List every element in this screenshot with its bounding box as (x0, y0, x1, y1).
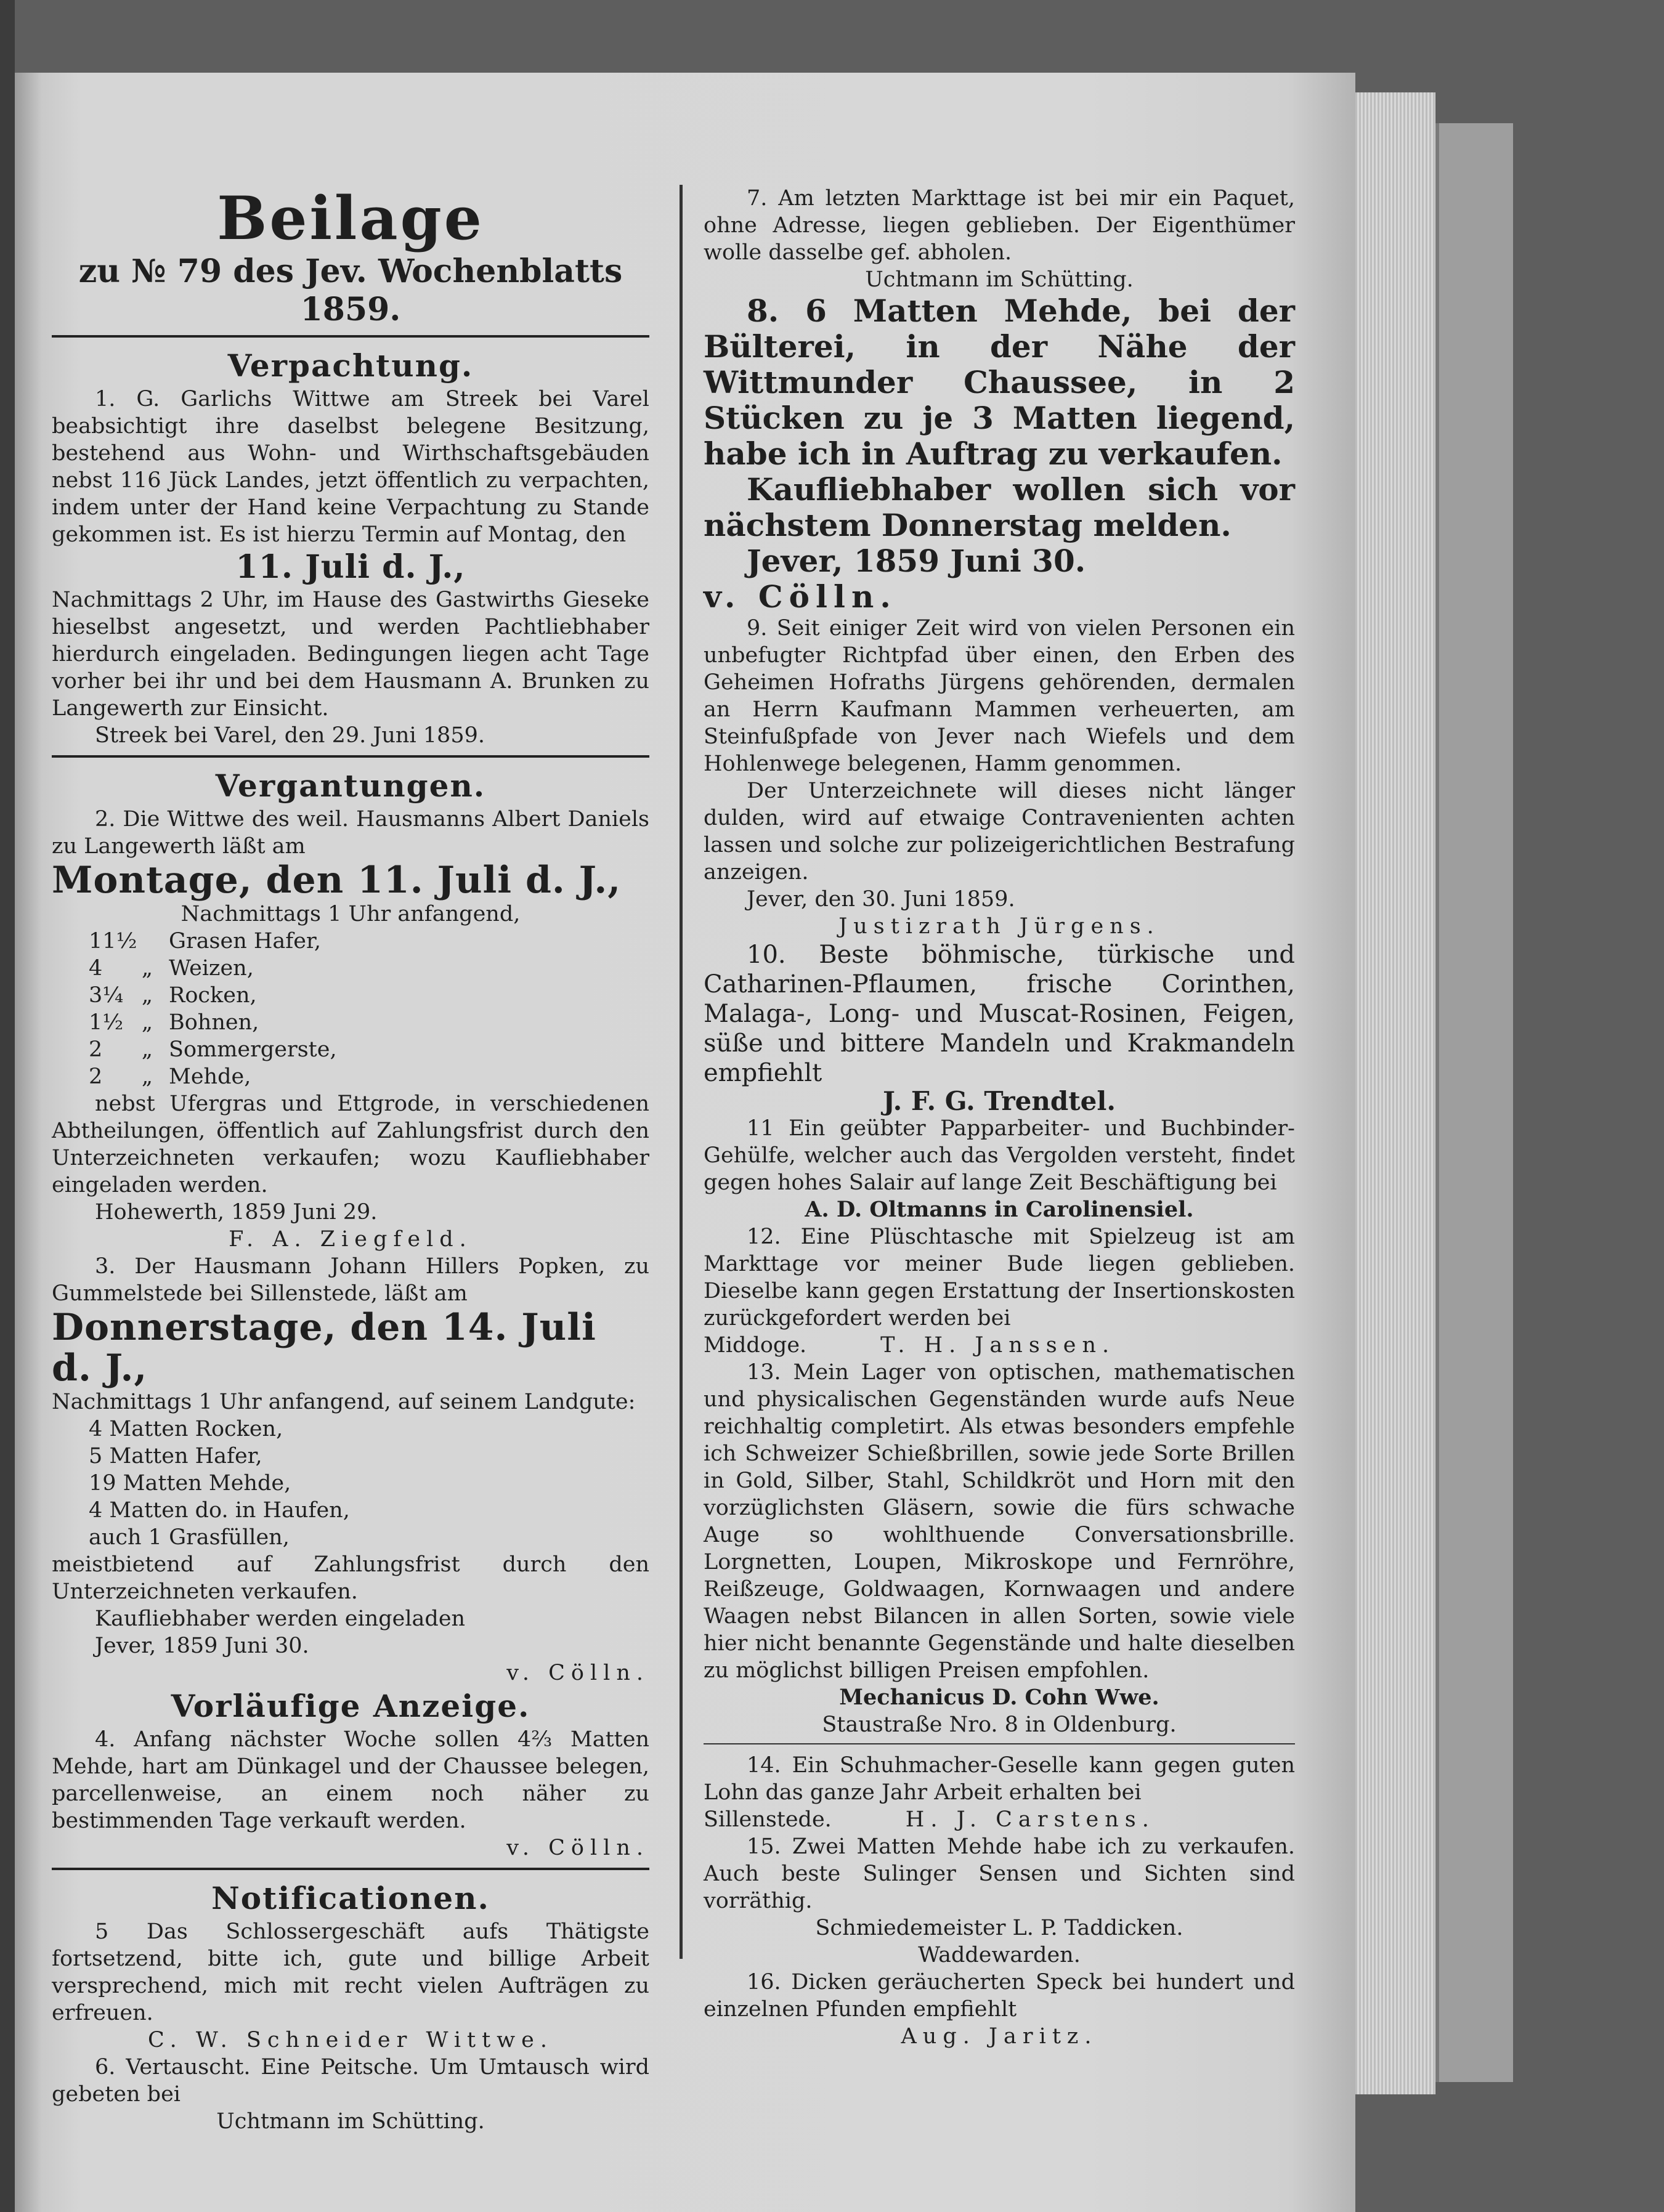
list-item: 1½ „ Bohnen, (89, 1010, 259, 1035)
ad-2-time: Nachmittags 1 Uhr anfangend, (181, 902, 521, 926)
ad-2-item-list (52, 928, 649, 1090)
ad-7-sign: Uchtmann im Schütting. (865, 267, 1134, 292)
ad-16-sign: Aug. Jaritz. (901, 2024, 1098, 2049)
ad-3-item-list (52, 1416, 649, 1551)
ad-10-text: 10. Beste böhmische, türkische und Catharinen-Pflaumen, frische Corinthen, Malaga-, Long- und Muscat-Rosinen, Feigen, süße und bittere Mandeln und Krakmandeln empfiehlt (704, 941, 1295, 1087)
ad-2-place: Hohewerth, 1859 Juni 29. (95, 1200, 378, 1225)
list-item: auch 1 Grasfüllen, (89, 1525, 290, 1550)
ad-1-text: 1. G. Garlichs Wittwe am Streek bei Varel beabsichtigt ihre daselbst belegene Besitzung, bestehend aus Wohn- und Wirthschaftsgebäuden nebst 116 Jück Landes, jetzt öffentlich zu verpachten, indem unter der Hand keine Verpachtung zu Stande gekommen ist. Es ist hierzu Termin auf Montag, den (52, 387, 649, 547)
ad-9-text: 9. Seit einiger Zeit wird von vielen Personen ein unbefugter Richtpfad über einen, den Erben des Geheimen Hofraths Jürgens gehörenden, dermalen an Herrn Kaufmann Mammen verheuerten, am Steinfußpfade von Jever nach Wiefels und dem Hohlenwege belegenen, Hamm genommen. (704, 616, 1295, 776)
ad-8-place: Jever, 1859 Juni 30. (747, 543, 1086, 579)
ad-14-text: 14. Ein Schuhmacher-Geselle kann gegen guten Lohn das ganze Jahr Arbeit erhalten bei (704, 1753, 1295, 1805)
list-item: 4 Matten do. in Haufen, (89, 1498, 350, 1523)
book-cover (1435, 123, 1513, 2082)
title-rule (52, 335, 649, 338)
ad-2-sign: F. A. Ziegfeld. (229, 1227, 473, 1252)
section-rule (52, 755, 649, 758)
ad-2-date: Montage, den 11. Juli d. J., (52, 859, 622, 902)
ad-13-text: 13. Mein Lager von optischen, mathematischen und physicalischen Gegenständen wurde aufs Neue reichhaltig completirt. Als etwas besonders empfehle ich Schweizer Schießbrillen, sowie jede Sorte Brillen in Gold, Silber, Stahl, Schildkröt und Horn mit den vorzüglichsten Gläsern, sowie die fürs schwache Auge so wohlthuende Conversationsbrille. Lorgnetten, Loupen, Mikroskope und Fernröhre, Reißzeuge, Goldwaagen, Kornwaagen und andere Waagen nebst Bilancen in allen Sorten, sowie viele hier nicht benannte Gegenstände und halte dieselben zu möglichst billigen Preisen empfohlen. (704, 1360, 1295, 1683)
left-column (52, 185, 649, 2135)
section-heading-notificationen: Notificationen. (211, 1880, 490, 1916)
ad-6-text: 6. Vertauscht. Eine Peitsche. Um Umtausch wird gebeten bei (52, 2055, 649, 2107)
page-subtitle: zu № 79 des Jev. Wochenblatts 1859. (78, 253, 623, 328)
list-item: 4 „ Weizen, (89, 956, 254, 981)
ad-15-text: 15. Zwei Matten Mehde habe ich zu verkaufen. Auch beste Sulinger Sensen und Sichten sind vorräthig. (704, 1834, 1295, 1913)
ad-5-sign: C. W. Schneider Wittwe. (148, 2028, 553, 2052)
ad-11-text: 11 Ein geübter Papparbeiter- und Buchbinder-Gehülfe, welcher auch das Vergolden versteht, findet gegen hohes Salair auf lange Zeit Beschäftigung bei (704, 1116, 1295, 1195)
ad-3-date: Donnerstage, den 14. Juli d. J., (52, 1306, 596, 1390)
section-heading-anzeige: Vorläufige Anzeige. (171, 1688, 530, 1724)
ad-8-text2: Kaufliebhaber wollen sich vor nächstem Donnerstag melden. (704, 471, 1295, 543)
ad-3-time: Nachmittags 1 Uhr anfangend, auf seinem Landgute: (52, 1390, 636, 1414)
ad-5-text: 5 Das Schlossergeschäft aufs Thätigste fortsetzend, bitte ich, gute und billige Arbeit versprechend, mich mit recht vielen Aufträgen zu erfreuen. (52, 1919, 649, 2025)
ad-8-text: 8. 6 Matten Mehde, bei der Bülterei, in der Nähe der Wittmunder Chaussee, in 2 Stücken zu je 3 Matten liegend, habe ich in Auftrag zu verkaufen. (704, 293, 1295, 472)
ad-6-sign: Uchtmann im Schütting. (216, 2109, 485, 2134)
ad-12-sign: T. H. Janssen. (880, 1333, 1116, 1358)
ad-14-place: Sillenstede. (704, 1807, 832, 1832)
ad-3-sign: v. Cölln. (506, 1661, 649, 1685)
ad-4-text: 4. Anfang nächster Woche sollen 4⅔ Matten Mehde, hart am Dünkagel und der Chaussee belegen, parcellenweise, an einem noch näher zu bestimmenden Tage verkauft werden. (52, 1727, 649, 1833)
ad-14-sign: H. J. Carstens. (905, 1807, 1155, 1832)
list-item: 2 „ Mehde, (89, 1064, 251, 1089)
ad-15-sign1: Schmiedemeister L. P. Taddicken. (815, 1916, 1183, 1940)
ad-4-sign: v. Cölln. (506, 1836, 649, 1860)
ad-1-text2: Nachmittags 2 Uhr, im Hause des Gastwirths Gieseke hieselbst angesetzt, und werden Pachtliebhaber hierdurch eingeladen. Bedingungen liegen acht Tage vorher bei ihr und bei dem Hausmann A. Brunken zu Langewerth zur Einsicht. (52, 588, 649, 721)
ad-3-text: 3. Der Hausmann Johann Hillers Popken, zu Gummelstede bei Sillenstede, läßt am (52, 1254, 649, 1306)
ad-13-sign2: Staustraße Nro. 8 in Oldenburg. (822, 1712, 1177, 1737)
ad-15-sign2: Waddewarden. (918, 1943, 1081, 1967)
book-page-edges (1355, 92, 1435, 2094)
right-column (704, 185, 1295, 2050)
section-rule (52, 1868, 649, 1870)
ad-12-text: 12. Eine Plüschtasche mit Spielzeug ist am Markttage vor meiner Bude liegen geblieben. Dieselbe kann gegen Erstattung der Insertionskosten zurückgefordert werden bei (704, 1225, 1295, 1331)
section-heading-verpachtung: Verpachtung. (227, 347, 474, 384)
section-rule (704, 1743, 1295, 1744)
ad-1-date: 11. Juli d. J., (235, 548, 466, 586)
column-divider (680, 185, 683, 1959)
ad-2-text: 2. Die Wittwe des weil. Hausmanns Albert Daniels zu Langewerth läßt am (52, 807, 649, 859)
ad-9-sign: Justizrath Jürgens. (838, 914, 1160, 939)
list-item: 5 Matten Hafer, (89, 1444, 262, 1469)
ad-9-place: Jever, den 30. Juni 1859. (747, 887, 1015, 912)
ad-8-sign: v. Cölln. (704, 578, 897, 615)
list-item: 11½ Grasen Hafer, (89, 929, 321, 954)
ad-2-rest: nebst Ufergras und Ettgrode, in verschiedenen Abtheilungen, öffentlich auf Zahlungsfrist durch den Unterzeichneten verkaufen; wozu Kaufliebhaber eingeladen werden. (52, 1092, 649, 1197)
ad-14-sign-line (704, 1806, 1295, 1833)
list-item: 4 Matten Rocken, (89, 1417, 283, 1441)
list-item: 2 „ Sommergerste, (89, 1037, 337, 1062)
ad-7-text: 7. Am letzten Markttage ist bei mir ein Paquet, ohne Adresse, liegen geblieben. Der Eigenthümer wolle dasselbe gef. abholen. (704, 186, 1295, 265)
list-item: 19 Matten Mehde, (89, 1471, 291, 1496)
ad-11-sign: A. D. Oltmanns in Carolinensiel. (805, 1197, 1194, 1222)
page-title: Beilage (217, 184, 484, 253)
ad-9-text2: Der Unterzeichnete will dieses nicht länger dulden, wird auf etwaige Contravenienten achten lassen und solche zur polizeigerichtlichen Bestrafung anzeigen. (704, 779, 1295, 885)
ad-3-rest: meistbietend auf Zahlungsfrist durch den Unterzeichneten verkaufen. (52, 1552, 649, 1604)
ad-12-sign-line (704, 1332, 1295, 1359)
ad-12-place: Middoge. (704, 1333, 807, 1358)
ad-3-place: Jever, 1859 Juni 30. (95, 1634, 309, 1658)
ad-10-sign: J. F. G. Trendtel. (883, 1086, 1116, 1116)
ad-16-text: 16. Dicken geräucherten Speck bei hundert und einzelnen Pfunden empfiehlt (704, 1970, 1295, 2022)
ad-3-invite: Kaufliebhaber werden eingeladen (95, 1606, 466, 1631)
ad-13-sign1: Mechanicus D. Cohn Wwe. (839, 1685, 1159, 1710)
section-heading-vergantungen: Vergantungen. (215, 768, 486, 804)
scan-background (0, 0, 15, 2212)
ad-1-sign: Streek bei Varel, den 29. Juni 1859. (95, 723, 485, 748)
list-item: 3¼ „ Rocken, (89, 983, 257, 1008)
